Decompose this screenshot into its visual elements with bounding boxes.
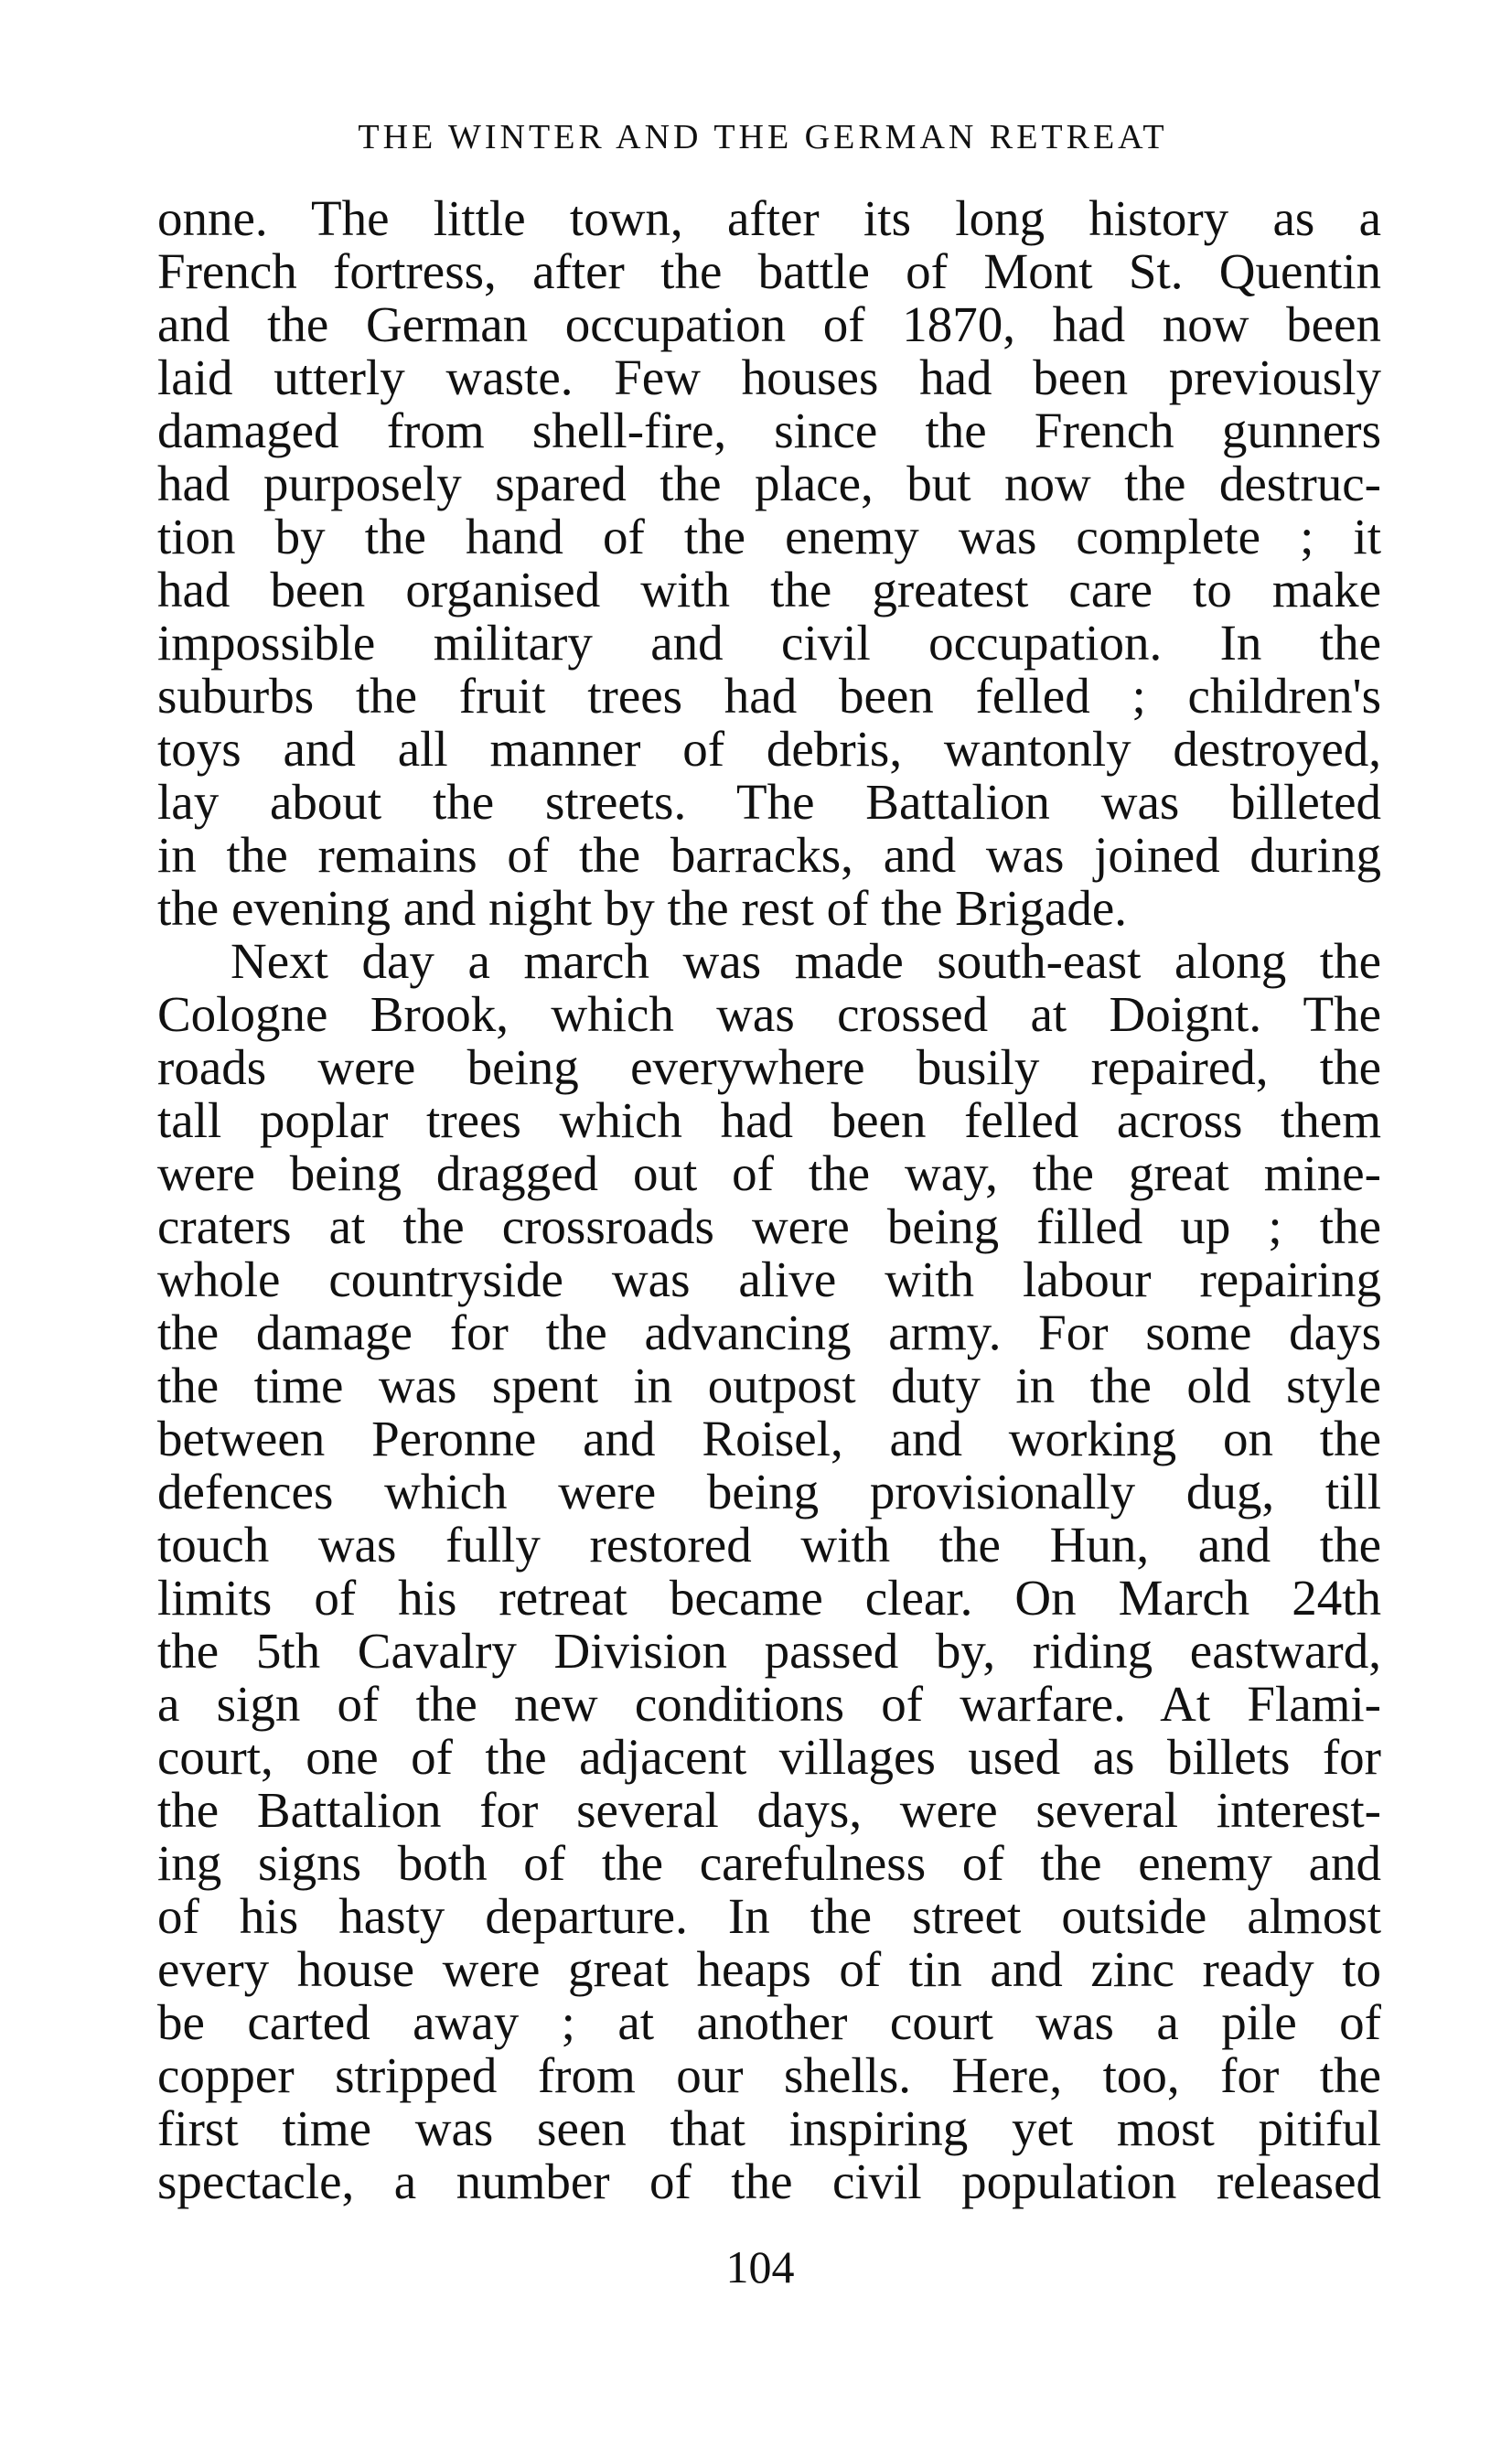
text-line: impossible military and civil occupation. In the xyxy=(157,615,1381,671)
text-line: whole countryside was alive with labour repairing xyxy=(157,1251,1381,1307)
text-line: the 5th Cavalry Division passed by, riding eastward, xyxy=(157,1623,1381,1679)
text-line: onne. The little town, after its long history as a xyxy=(157,190,1381,246)
paragraph-last-line: the evening and night by the rest of the Brigade. xyxy=(157,880,1127,936)
text-line: court, one of the adjacent villages used as billets for xyxy=(157,1729,1381,1785)
text-line: toys and all manner of debris, wantonly destroyed, xyxy=(157,721,1381,777)
text-line: the time was spent in outpost duty in the old style xyxy=(157,1358,1381,1413)
text-line: the Battalion for several days, were several interest- xyxy=(157,1782,1381,1838)
text-line: defences which were being provisionally dug, till xyxy=(157,1464,1381,1519)
text-line: had purposely spared the place, but now the destruc- xyxy=(157,456,1381,511)
text-line: lay about the streets. The Battalion was billeted xyxy=(157,774,1381,830)
text-line: every house were great heaps of tin and zinc ready to xyxy=(157,1941,1381,1997)
body-text xyxy=(157,192,1381,2208)
text-line: tall poplar trees which had been felled across them xyxy=(157,1092,1381,1148)
text-line: between Peronne and Roisel, and working on the xyxy=(157,1411,1381,1466)
text-line: copper stripped from our shells. Here, too, for the xyxy=(157,2047,1381,2103)
text-line: spectacle, a number of the civil population released xyxy=(157,2153,1381,2209)
text-line: first time was seen that inspiring yet most pitiful xyxy=(157,2100,1381,2156)
paragraph-first-line: Next day a march was made south-east along the xyxy=(231,933,1381,989)
text-line: suburbs the fruit trees had been felled ; children's xyxy=(157,668,1381,724)
text-line: damaged from shell-fire, since the French gunners xyxy=(157,403,1381,458)
text-line: French fortress, after the battle of Mont St. Quentin xyxy=(157,243,1381,299)
text-line: tion by the hand of the enemy was complete ; it xyxy=(157,509,1381,564)
running-head: THE WINTER AND THE GERMAN RETREAT xyxy=(358,118,1168,156)
page-number: 104 xyxy=(725,2241,795,2293)
text-line: be carted away ; at another court was a pile of xyxy=(157,1994,1381,2050)
text-line: roads were being everywhere busily repaired, the xyxy=(157,1039,1381,1095)
text-line: laid utterly waste. Few houses had been previously xyxy=(157,349,1381,405)
text-line: touch was fully restored with the Hun, and the xyxy=(157,1517,1381,1573)
text-line: and the German occupation of 1870, had now been xyxy=(157,296,1381,352)
text-line: limits of his retreat became clear. On March 24th xyxy=(157,1570,1381,1626)
text-line: had been organised with the greatest care to make xyxy=(157,562,1381,617)
text-line: Cologne Brook, which was crossed at Doignt. The xyxy=(157,986,1381,1042)
text-line: ing signs both of the carefulness of the enemy and xyxy=(157,1835,1381,1891)
text-line: the damage for the advancing army. For some days xyxy=(157,1305,1381,1360)
text-line: in the remains of the barracks, and was joined during xyxy=(157,827,1381,883)
text-line: were being dragged out of the way, the great mine- xyxy=(157,1145,1381,1201)
text-line: a sign of the new conditions of warfare. At Flami- xyxy=(157,1676,1381,1732)
text-line: of his hasty departure. In the street outside almost xyxy=(157,1888,1381,1944)
text-line: craters at the crossroads were being filled up ; the xyxy=(157,1198,1381,1254)
